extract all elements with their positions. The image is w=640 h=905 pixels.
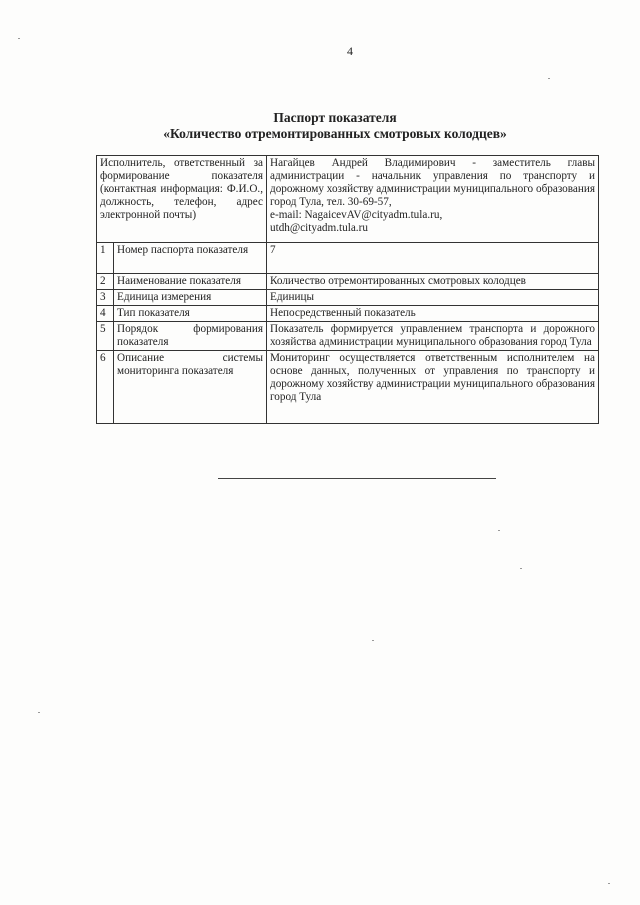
executor-email: e-mail: NagaicevAV@cityadm.tula.ru,	[270, 209, 443, 221]
scan-speck	[520, 568, 522, 569]
row-label: Описание системы мониторинга показателя	[114, 351, 267, 424]
scan-speck	[372, 640, 374, 641]
executor-label: Исполнитель, ответственный за формирование показателя (контактная информация: Ф.И.О., должность, телефон, адрес электронной почты)	[97, 156, 267, 243]
row-number: 3	[97, 290, 114, 306]
document-title	[0, 110, 640, 142]
title-line-2: «Количество отремонтированных смотровых колодцев»	[163, 126, 507, 141]
row-value: Единицы	[267, 290, 599, 306]
row-value: Количество отремонтированных смотровых колодцев	[267, 274, 599, 290]
executor-value	[267, 156, 599, 243]
table-header-row	[97, 156, 599, 243]
row-label: Номер паспорта показателя	[114, 243, 267, 274]
passport-table	[96, 155, 599, 424]
row-value: Показатель формируется управлением транспорта и дорожного хозяйства администрации муниципального образования город Тула	[267, 322, 599, 351]
table-row	[97, 290, 599, 306]
scan-speck	[38, 712, 40, 713]
scan-speck	[18, 38, 20, 39]
executor-email-2: utdh@cityadm.tula.ru	[270, 222, 368, 234]
table-row	[97, 274, 599, 290]
scan-speck	[608, 883, 610, 884]
row-value: Мониторинг осуществляется ответственным исполнителем на основе данных, полученных от управления по транспорту и дорожному хозяйству администрации муниципального образования город Тула	[267, 351, 599, 424]
row-label: Наименование показателя	[114, 274, 267, 290]
table-row	[97, 351, 599, 424]
scan-speck	[548, 78, 550, 79]
row-label: Тип показателя	[114, 306, 267, 322]
table-row	[97, 243, 599, 274]
closing-rule	[218, 478, 496, 479]
scan-speck	[498, 530, 500, 531]
row-number: 4	[97, 306, 114, 322]
row-number: 1	[97, 243, 114, 274]
row-number: 5	[97, 322, 114, 351]
title-line-1: Паспорт показателя	[273, 110, 397, 125]
row-label: Порядок формирования показателя	[114, 322, 267, 351]
table-row	[97, 322, 599, 351]
row-value: Непосредственный показатель	[267, 306, 599, 322]
table-row	[97, 306, 599, 322]
page-number: 4	[347, 44, 353, 58]
row-number: 2	[97, 274, 114, 290]
row-label: Единица измерения	[114, 290, 267, 306]
executor-info: Нагайцев Андрей Владимирович - заместитель главы администрации - начальник управления по транспорту и дорожному хозяйству администрации муниципального образования город Тула, тел. 30-69-57,	[270, 157, 595, 208]
row-value: 7	[267, 243, 599, 274]
row-number: 6	[97, 351, 114, 424]
